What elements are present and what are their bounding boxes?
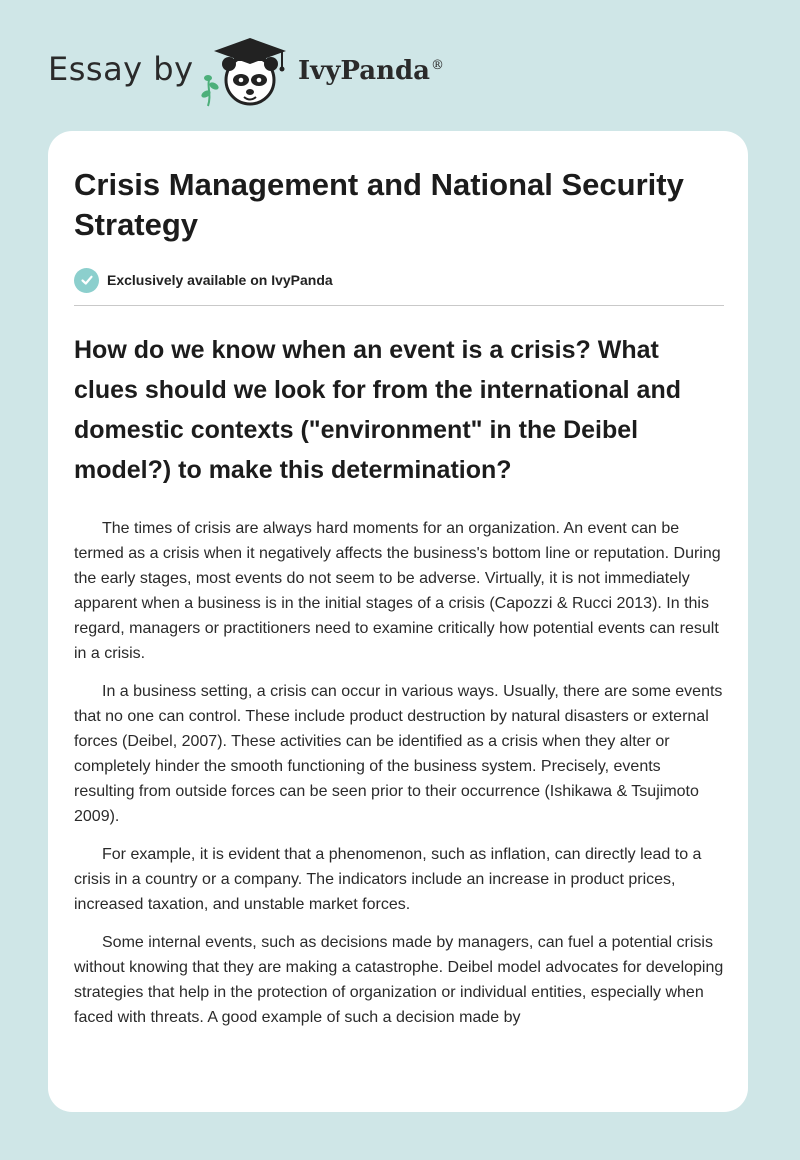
brand-prefix: Essay by bbox=[48, 50, 194, 88]
body-paragraph: In a business setting, a crisis can occur in various ways. Usually, there are some events that no one can control. These include product destruction by natural disasters or external forces (Deibel, 2007). These activities can be identified as a crisis when they alter or completely hinder the smooth functioning of the business system. Precisely, events resulting from outside forces can be seen prior to their occurrence (Ishikawa & Tsujimoto 2009). bbox=[74, 683, 723, 825]
check-circle-icon bbox=[74, 268, 99, 293]
exclusive-badge bbox=[74, 267, 724, 293]
question-heading: How do we know when an event is a crisis? What clues should we look for from the international and domestic contexts ("environment" in the Deibel model?) to make this determination? bbox=[74, 336, 682, 484]
exclusive-label: Exclusively available on IvyPanda bbox=[107, 272, 333, 288]
panda-graduate-logo-icon bbox=[200, 34, 292, 108]
body-paragraph: The times of crisis are always hard moments for an organization. An event can be termed as a crisis when it negatively affects the business's bottom line or reputation. During the early stages, most events do not seem to be adverse. Virtually, it is not immediately apparent when a business is in the initial stages of a crisis (Capozzi & Rucci 2013). In this regard, managers or practitioners need to examine critically how potential events can result in a crisis. bbox=[74, 520, 721, 662]
body-paragraph: For example, it is evident that a phenomenon, such as inflation, can directly lead to a crisis in a country or a company. The indicators include an increase in product prices, increased taxation, and unstable market forces. bbox=[74, 846, 702, 913]
body-paragraph: Some internal events, such as decisions made by managers, can fuel a potential crisis without knowing that they are making a catastrophe. Deibel model advocates for developing strategies that help in the protection of organization or individual entities, especially when faced with threats. A good example of such a decision made by bbox=[74, 934, 724, 1026]
registered-mark: ® bbox=[431, 58, 445, 74]
brand-header[interactable] bbox=[48, 34, 508, 108]
essay-content bbox=[74, 165, 724, 1030]
brand-name: IvyPanda® bbox=[298, 56, 445, 86]
essay-card bbox=[48, 131, 748, 1112]
page-title: Crisis Management and National Security Strategy bbox=[74, 167, 684, 242]
divider bbox=[74, 305, 724, 306]
